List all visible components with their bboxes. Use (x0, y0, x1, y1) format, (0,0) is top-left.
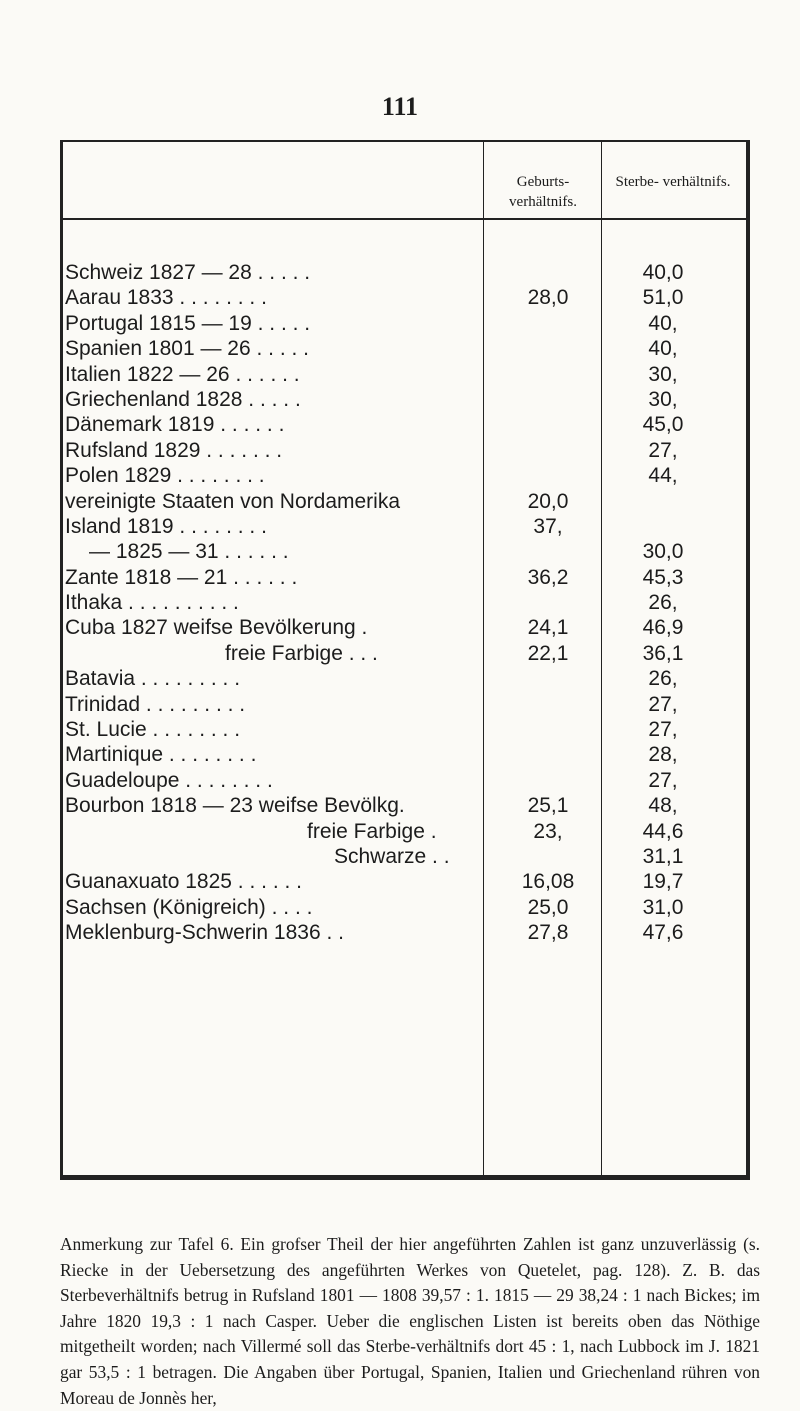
birth-ratio-cell: 24,1 (527, 616, 569, 640)
row-label: Sachsen (Königreich) . . . . (65, 895, 313, 919)
birth-ratio-cell: 37, (533, 514, 563, 538)
death-ratio-cell: 47,6 (642, 921, 684, 945)
row-label: Batavia . . . . . . . . . (65, 667, 241, 691)
death-ratio-cell: 45,0 (642, 413, 684, 437)
table-row (63, 438, 746, 463)
row-label: Meklenburg-Schwerin 1836 . . (65, 921, 344, 945)
death-ratio-cell: 40,0 (642, 261, 684, 284)
birth-ratio-cell: 23, (533, 819, 563, 843)
row-label: Rufsland 1829 . . . . . . . (65, 438, 283, 462)
row-label: Portugal 1815 — 19 . . . . . (65, 311, 311, 335)
row-label: Trinidad . . . . . . . . . (65, 692, 246, 716)
death-ratio-cell: 27, (648, 718, 678, 742)
row-label: freie Farbige . . . (225, 641, 378, 665)
death-ratio-cell: 46,9 (642, 616, 684, 640)
row-label: Griechenland 1828 . . . . . (65, 387, 301, 411)
row-label: vereinigte Staaten von Nordamerika (65, 489, 401, 513)
table-row (63, 666, 746, 691)
table-row (63, 615, 746, 640)
death-ratio-cell: 30,0 (642, 540, 684, 564)
row-label: — 1825 — 31 . . . . . . (89, 540, 289, 564)
table-row (63, 311, 746, 336)
death-ratio-cell: 31,1 (642, 844, 684, 868)
death-ratio-cell: 51,0 (642, 286, 684, 310)
death-ratio-cell: 40, (648, 311, 678, 335)
row-label: Dänemark 1819 . . . . . . (65, 413, 285, 437)
header-birth-ratio: Geburts- verhältnifs. (509, 174, 577, 210)
row-label: Guadeloupe . . . . . . . . (65, 768, 273, 792)
table-row (63, 920, 746, 945)
table-row (63, 514, 746, 539)
row-label: Ithaka . . . . . . . . . . (65, 591, 239, 615)
birth-ratio-cell: 36,2 (527, 565, 569, 589)
table-row (63, 285, 746, 310)
table-row (63, 869, 746, 894)
death-ratio-cell: 40, (648, 337, 678, 361)
row-label: Schweiz 1827 — 28 . . . . . (65, 261, 311, 284)
table-row (63, 768, 746, 793)
row-label: Island 1819 . . . . . . . . (65, 514, 267, 538)
death-ratio-cell: 27, (648, 438, 678, 462)
death-ratio-cell: 44,6 (642, 819, 684, 843)
birth-ratio-cell: 16,08 (521, 870, 575, 894)
table-row (63, 641, 746, 666)
table-row (63, 336, 746, 361)
death-ratio-cell: 26, (648, 591, 678, 615)
death-ratio-cell: 26, (648, 667, 678, 691)
table-row (63, 819, 746, 844)
death-ratio-cell: 19,7 (642, 870, 684, 894)
birth-ratio-cell: 22,1 (527, 641, 569, 665)
row-label: St. Lucie . . . . . . . . (65, 718, 241, 742)
death-ratio-cell: 45,3 (642, 565, 684, 589)
birth-ratio-cell: 25,0 (527, 895, 569, 919)
table-row (63, 717, 746, 742)
death-ratio-cell: 36,1 (642, 641, 684, 665)
table-row (63, 844, 746, 869)
table-row (63, 489, 746, 514)
header-divider (63, 218, 746, 220)
table-row (63, 463, 746, 488)
row-label: Spanien 1801 — 26 . . . . . (65, 337, 309, 361)
death-ratio-cell: 30, (648, 387, 678, 411)
death-ratio-cell: 44, (648, 464, 678, 488)
table-row (63, 412, 746, 437)
table-row (63, 590, 746, 615)
statistics-table (60, 140, 750, 1180)
table-row (63, 362, 746, 387)
birth-ratio-cell: 28,0 (527, 286, 569, 310)
death-ratio-cell: 48, (648, 794, 678, 818)
table-body (63, 260, 746, 946)
table-row (63, 793, 746, 818)
death-ratio-cell: 27, (648, 692, 678, 716)
death-ratio-cell: 30, (648, 362, 678, 386)
death-ratio-cell: 27, (648, 768, 678, 792)
table-row (63, 260, 746, 285)
death-ratio-cell: 31,0 (642, 895, 684, 919)
table-row (63, 387, 746, 412)
row-label: Martinique . . . . . . . . (65, 743, 257, 767)
row-label: Schwarze . . (334, 844, 450, 868)
row-label: Italien 1822 — 26 . . . . . . (65, 362, 300, 386)
birth-ratio-cell: 27,8 (527, 921, 569, 945)
birth-ratio-cell: 25,1 (527, 794, 569, 818)
row-label: Cuba 1827 weifse Bevölkerung . (65, 616, 368, 640)
row-label: Aarau 1833 . . . . . . . . (65, 286, 267, 310)
row-label: Bourbon 1818 — 23 weifse Bevölkg. (65, 794, 405, 818)
row-label: Zante 1818 — 21 . . . . . . (65, 565, 298, 589)
header-death-ratio: Sterbe- verhältnifs. (615, 174, 731, 190)
table-row (63, 692, 746, 717)
birth-ratio-cell: 20,0 (527, 489, 569, 513)
table-row (63, 895, 746, 920)
table-row (63, 742, 746, 767)
table-row (63, 565, 746, 590)
table-row (63, 539, 746, 564)
page-number: 111 (381, 92, 419, 121)
footnote-text: Anmerkung zur Tafel 6. Ein grofser Theil der hier angeführten Zahlen ist ganz unzuverlässig (s. Riecke in der Uebersetzung des angeführten Werkes von Quetelet, pag. 128). Z. B. das Sterbeverhältnifs betrug in Rufsland 1801 — 1808 39,57 : 1. 1815 — 29 38,24 : 1 nach Bickes; im Jahre 1820 19,3 : 1 nach Casper. Ueber die englischen Listen ist bereits oben das Nöthige mitgetheilt worden; nach Villermé soll das Sterbe-verhältnifs dort 45 : 1, nach Lubbock im J. 1821 gar 53,5 : 1 betragen. Die Angaben über Portugal, Spanien, Italien und Griechenland rühren von Moreau de Jonnès her, (60, 1234, 760, 1408)
row-label: Polen 1829 . . . . . . . . (65, 464, 265, 488)
row-label: Guanaxuato 1825 . . . . . . (65, 870, 302, 894)
row-label: freie Farbige . (307, 819, 437, 843)
death-ratio-cell: 28, (648, 743, 678, 767)
